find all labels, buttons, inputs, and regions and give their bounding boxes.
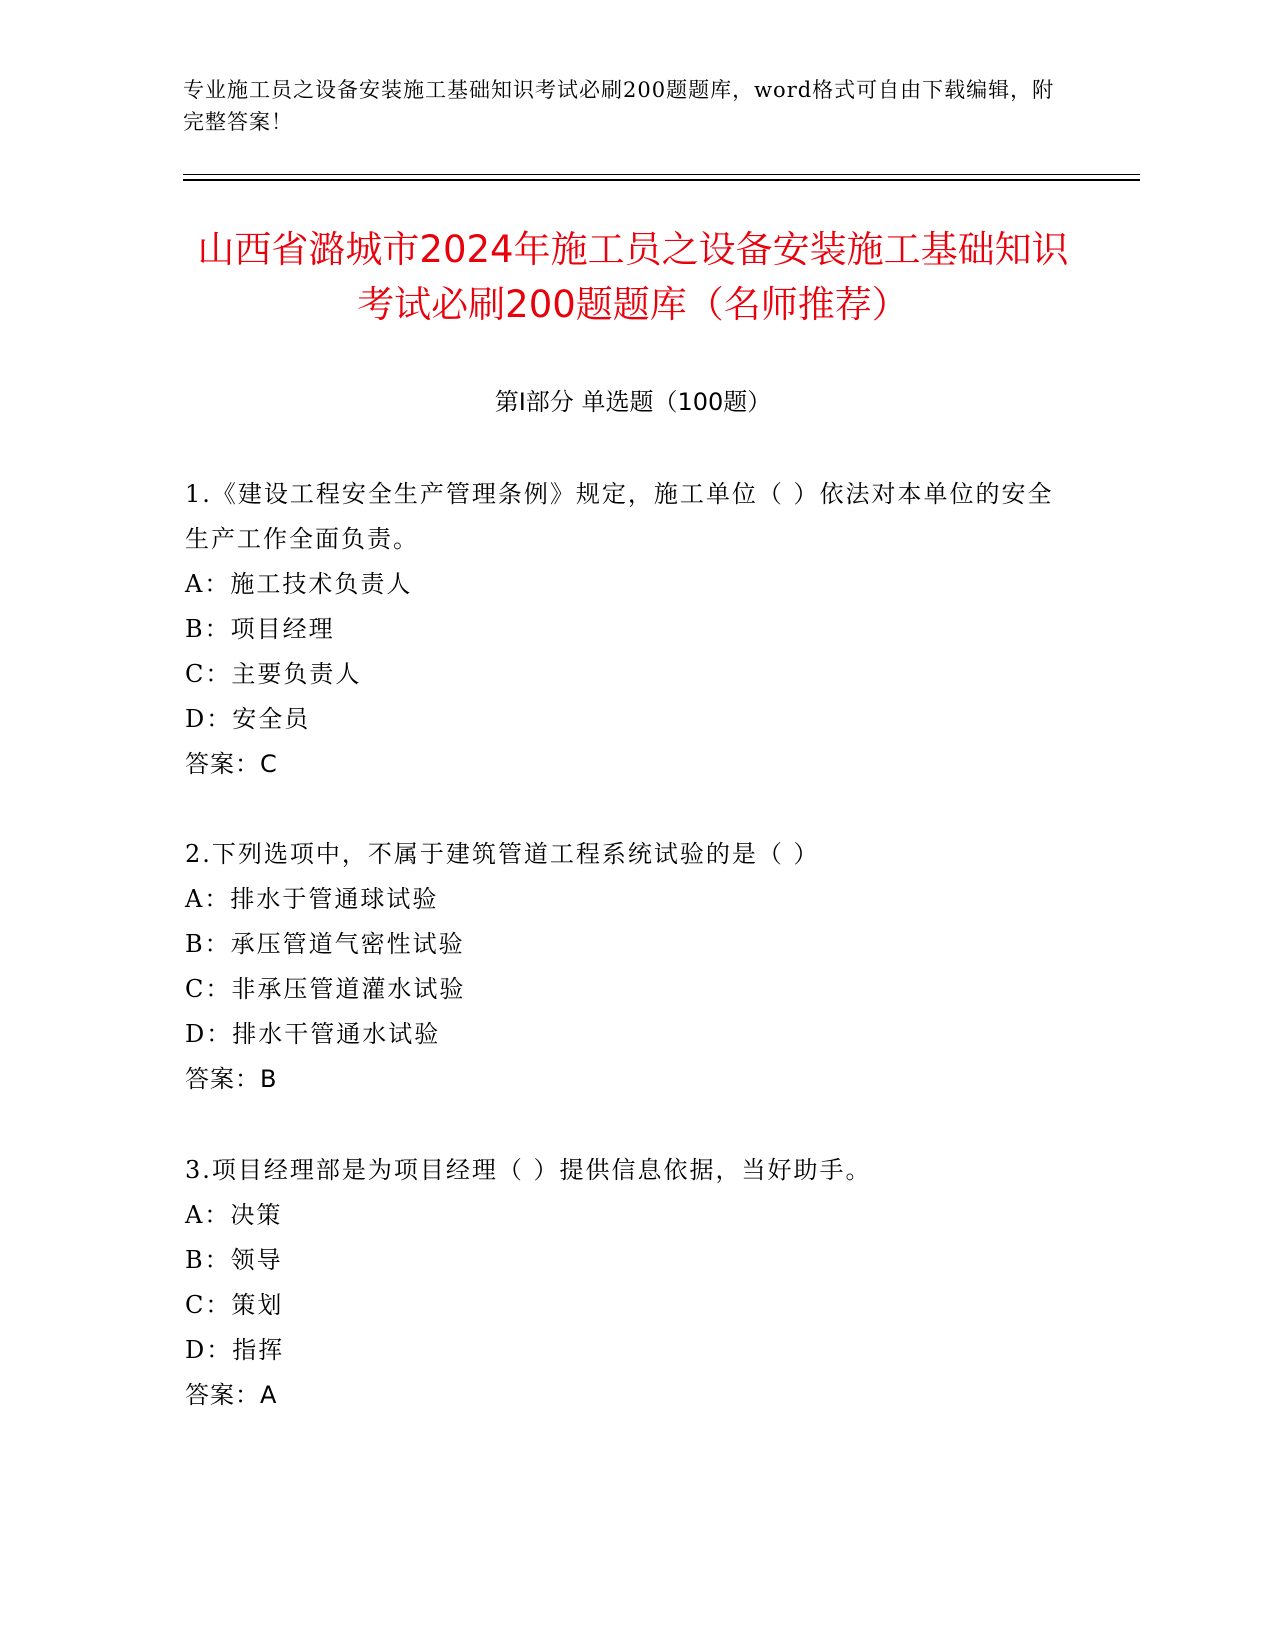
header-divider-thin (183, 174, 1140, 175)
option-d: D：指挥 (185, 1336, 285, 1364)
option-d: D：安全员 (185, 705, 311, 733)
option-a: A：排水于管通球试验 (185, 885, 439, 913)
question-1 (185, 472, 1065, 787)
question-text: 1.《建设工程安全生产管理条例》规定，施工单位（ ）依法对本单位的安全生产工作全面负责。 (185, 480, 1054, 553)
document-title: 山西省潞城市2024年施工员之设备安装施工基础知识考试必刷200题题库（名师推荐） (197, 228, 1069, 326)
section-heading: 第I部分 单选题（100题） (494, 388, 772, 416)
option-c: C：非承压管道灌水试验 (185, 975, 466, 1003)
question-3 (185, 1148, 1065, 1418)
option-c: C：策划 (185, 1291, 284, 1319)
question-text: 2.下列选项中，不属于建筑管道工程系统试验的是（ ） (185, 840, 820, 868)
option-d: D：排水干管通水试验 (185, 1020, 441, 1048)
header-divider-thick (183, 179, 1140, 181)
option-b: B：项目经理 (185, 615, 335, 643)
question-text: 3.项目经理部是为项目经理（ ）提供信息依据，当好助手。 (185, 1156, 872, 1184)
answer: 答案：B (185, 1065, 278, 1093)
header-note: 专业施工员之设备安装施工基础知识考试必刷200题题库，word格式可自由下载编辑，附完整答案！ (183, 78, 1055, 134)
answer: 答案：C (185, 750, 278, 778)
option-b: B：领导 (185, 1246, 283, 1274)
answer: 答案：A (185, 1381, 278, 1409)
option-c: C：主要负责人 (185, 660, 362, 688)
option-b: B：承压管道气密性试验 (185, 930, 465, 958)
option-a: A：决策 (185, 1201, 283, 1229)
option-a: A：施工技术负责人 (185, 570, 413, 598)
question-2 (185, 832, 1065, 1102)
